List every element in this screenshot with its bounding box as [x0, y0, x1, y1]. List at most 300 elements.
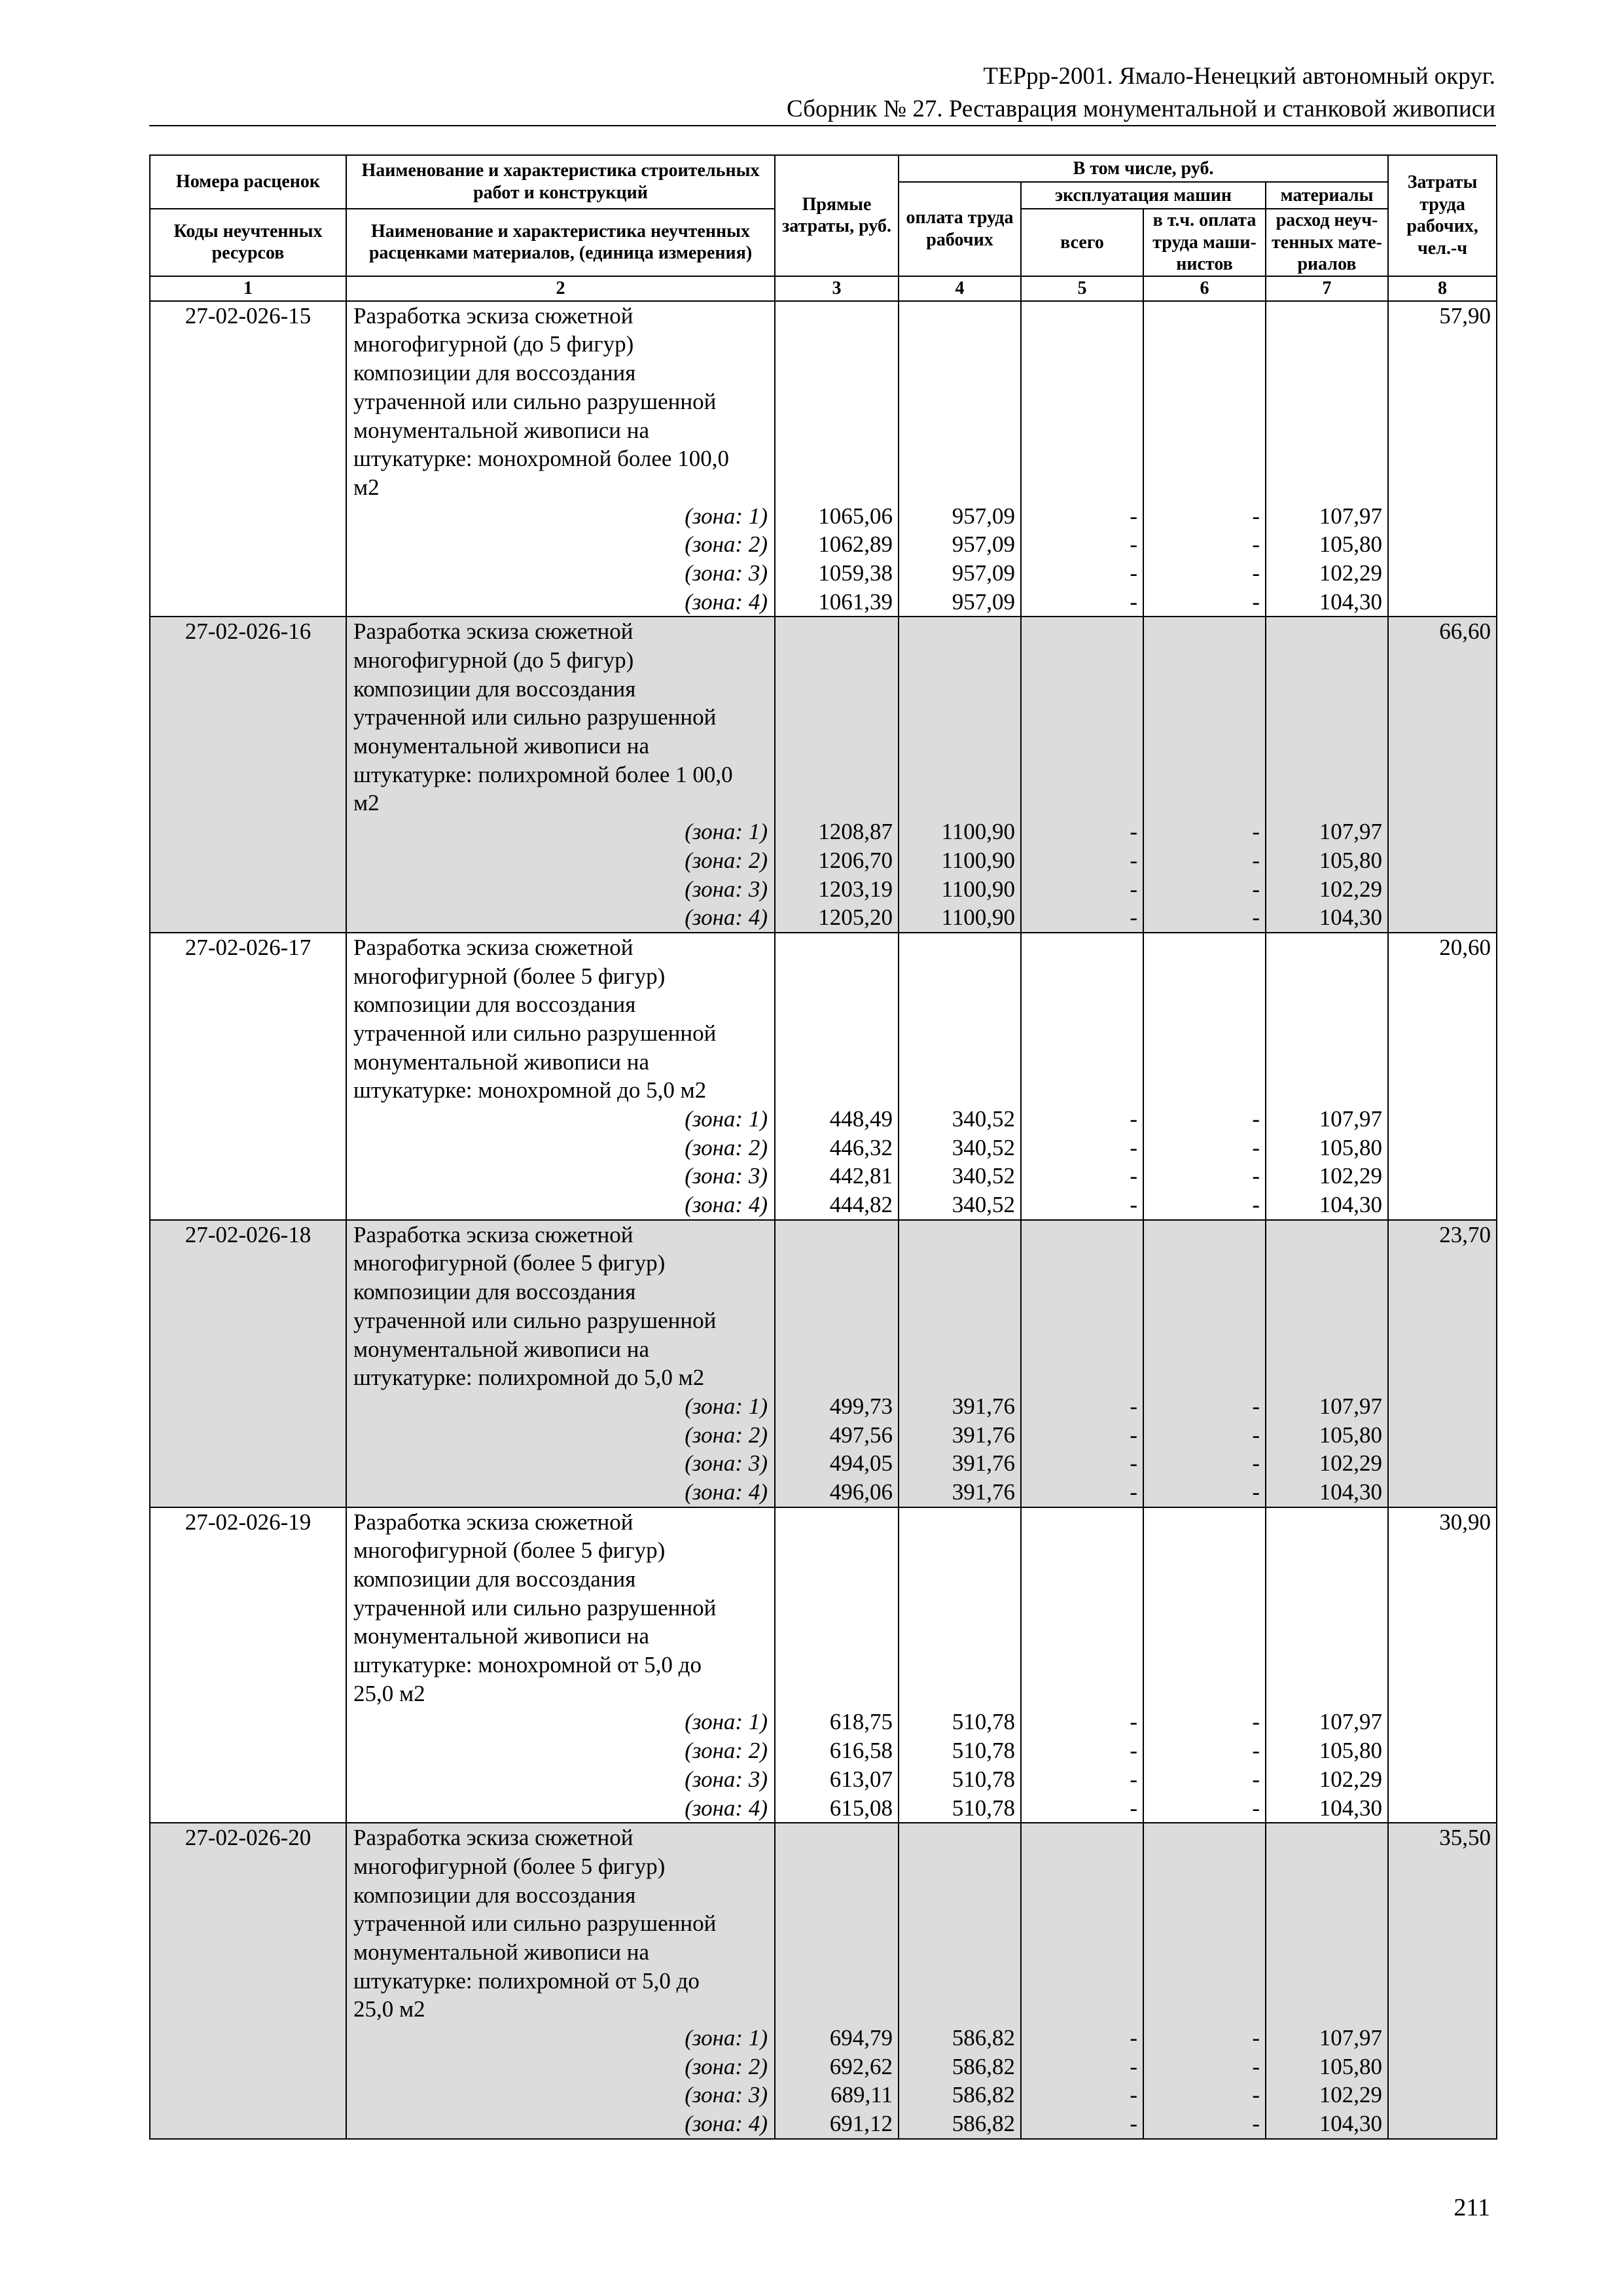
spacer	[776, 416, 893, 445]
direct-cost-cell	[775, 1507, 899, 1823]
machinist-wage-value: -	[1252, 531, 1260, 558]
worker-wage-value: 957,09	[952, 531, 1015, 558]
spacer	[1144, 933, 1260, 962]
spacer	[1144, 1995, 1260, 2024]
spacer	[1144, 962, 1260, 991]
spacer	[1144, 617, 1260, 646]
spacer	[1144, 1938, 1260, 1967]
description-line: утраченной или сильно разрушенной	[353, 1020, 717, 1046]
spacer	[899, 1221, 1015, 1249]
worker-wage-value: 340,52	[952, 1134, 1015, 1160]
worker-wage-value: 1100,90	[941, 876, 1015, 902]
spacer	[1022, 330, 1137, 359]
labor-cost-cell	[1388, 301, 1497, 617]
description-line: штукатурке: полихромной до 5,0 м2	[353, 1365, 705, 1391]
materials-cost-cell	[1266, 1507, 1388, 1823]
machines-total-value: -	[1130, 1422, 1137, 1448]
direct-cost-value: 1208,87	[818, 819, 893, 845]
spacer	[1022, 732, 1137, 761]
spacer	[1022, 1508, 1137, 1537]
worker-wage-value: 586,82	[952, 2111, 1015, 2137]
spacer	[1144, 387, 1260, 416]
spacer	[899, 1048, 1015, 1077]
column-number: 8	[1388, 276, 1497, 301]
spacer	[1144, 1508, 1260, 1537]
machines-total-value: -	[1130, 1450, 1137, 1477]
worker-wage-cell	[899, 1507, 1021, 1823]
spacer	[776, 990, 893, 1019]
machinist-wage-value: -	[1252, 1738, 1260, 1764]
materials-cost-value: 107,97	[1319, 1106, 1383, 1132]
machinist-wage-value: -	[1252, 2053, 1260, 2079]
direct-cost-value: 618,75	[829, 1709, 893, 1735]
spacer	[899, 1363, 1015, 1392]
spacer	[1022, 1823, 1137, 1852]
worker-wage-value: 586,82	[952, 2082, 1015, 2108]
spacer	[1266, 416, 1382, 445]
machines-total-value: -	[1130, 1192, 1137, 1218]
header-including: В том числе, руб.	[899, 155, 1388, 182]
spacer	[1144, 1909, 1260, 1938]
spacer	[1266, 1076, 1382, 1105]
materials-cost-cell	[1266, 301, 1388, 617]
machines-total-value: -	[1130, 2053, 1137, 2079]
direct-cost-value: 1205,20	[818, 905, 893, 931]
materials-cost-cell	[1266, 933, 1388, 1220]
spacer	[776, 1622, 893, 1651]
description-line: 25,0 м2	[353, 1996, 425, 2022]
spacer	[1144, 732, 1260, 761]
description-line: монументальной живописи на	[353, 1336, 649, 1362]
table-row	[150, 301, 1497, 617]
spacer	[776, 962, 893, 991]
machines-total-cell	[1021, 933, 1143, 1220]
direct-cost-value: 691,12	[829, 2111, 893, 2137]
zone-label: (зона: 3)	[685, 1450, 768, 1477]
spacer	[1266, 933, 1382, 962]
spacer	[1022, 703, 1137, 732]
spacer	[1022, 302, 1137, 331]
column-number: 3	[775, 276, 899, 301]
spacer	[899, 675, 1015, 704]
spacer	[1144, 1852, 1260, 1881]
header-unaccounted-materials: Наименование и характеристика неучтенных расценками материалов, (единица измерения)	[346, 209, 775, 276]
machinist-wage-cell	[1143, 617, 1266, 933]
machines-total-value: -	[1130, 1106, 1137, 1132]
spacer	[1266, 703, 1382, 732]
spacer	[1144, 675, 1260, 704]
worker-wage-value: 340,52	[952, 1106, 1015, 1132]
spacer	[776, 761, 893, 789]
worker-wage-value: 340,52	[952, 1192, 1015, 1218]
spacer	[776, 1363, 893, 1392]
direct-cost-value: 1203,19	[818, 876, 893, 902]
spacer	[1266, 1221, 1382, 1249]
spacer	[899, 302, 1015, 331]
spacer	[1266, 444, 1382, 473]
spacer	[899, 1881, 1015, 1910]
spacer	[776, 1565, 893, 1594]
machinist-wage-value: -	[1252, 1795, 1260, 1821]
worker-wage-cell	[899, 1220, 1021, 1507]
zone-label: (зона: 3)	[685, 1163, 768, 1189]
worker-wage-value: 510,78	[952, 1738, 1015, 1764]
header-materials: материалы	[1266, 182, 1388, 209]
machines-total-cell	[1021, 301, 1143, 617]
worker-wage-value: 391,76	[952, 1422, 1015, 1448]
worker-wage-value: 391,76	[952, 1479, 1015, 1505]
direct-cost-value: 499,73	[829, 1393, 893, 1419]
materials-cost-cell	[1266, 617, 1388, 933]
description-line: Разработка эскиза сюжетной	[353, 1221, 633, 1247]
description-line: утраченной или сильно разрушенной	[353, 1307, 717, 1333]
machinist-wage-cell	[1143, 301, 1266, 617]
header-rate-numbers: Номера расценок	[150, 155, 346, 209]
column-number: 2	[346, 276, 775, 301]
column-number: 5	[1021, 276, 1143, 301]
spacer	[1144, 1306, 1260, 1335]
direct-cost-value: 442,81	[829, 1163, 893, 1189]
direct-cost-value: 1059,38	[818, 560, 893, 586]
machines-total-cell	[1021, 1507, 1143, 1823]
rate-code: 27-02-026-16	[150, 617, 346, 933]
spacer	[1144, 1967, 1260, 1996]
spacer	[1144, 1363, 1260, 1392]
spacer	[1266, 1363, 1382, 1392]
worker-wage-value: 510,78	[952, 1766, 1015, 1792]
spacer	[776, 1508, 893, 1537]
direct-cost-value: 446,32	[829, 1134, 893, 1160]
spacer	[776, 1995, 893, 2024]
spacer	[1266, 617, 1382, 646]
direct-cost-value: 692,62	[829, 2053, 893, 2079]
rate-description	[346, 1823, 775, 2139]
description-line: штукатурке: монохромной более 100,0	[353, 446, 729, 472]
spacer	[899, 1249, 1015, 1278]
header-material-consumption: расход неуч-тенных мате-риалов	[1266, 209, 1388, 276]
spacer	[1022, 1249, 1137, 1278]
spacer	[1266, 1508, 1382, 1537]
machines-total-value: -	[1130, 876, 1137, 902]
zone-label: (зона: 1)	[685, 1393, 768, 1419]
spacer	[899, 1508, 1015, 1537]
spacer	[1022, 1967, 1137, 1996]
description-line: Разработка эскиза сюжетной	[353, 619, 633, 645]
spacer	[1266, 1594, 1382, 1623]
machinist-wage-value: -	[1252, 1766, 1260, 1792]
spacer	[1144, 1221, 1260, 1249]
rate-code: 27-02-026-17	[150, 933, 346, 1220]
machinist-wage-value: -	[1252, 847, 1260, 873]
spacer	[1266, 1852, 1382, 1881]
machinist-wage-value: -	[1252, 1422, 1260, 1448]
spacer	[899, 1651, 1015, 1679]
zone-label: (зона: 4)	[685, 905, 768, 931]
materials-cost-value: 107,97	[1319, 1393, 1383, 1419]
zone-label: (зона: 3)	[685, 560, 768, 586]
materials-cost-value: 104,30	[1319, 2111, 1383, 2137]
machinist-wage-cell	[1143, 1220, 1266, 1507]
materials-cost-value: 107,97	[1319, 819, 1383, 845]
spacer	[1266, 761, 1382, 789]
machinist-wage-cell	[1143, 933, 1266, 1220]
spacer	[1266, 387, 1382, 416]
machinist-wage-value: -	[1252, 1106, 1260, 1132]
machinist-wage-value: -	[1252, 1450, 1260, 1477]
description-line: штукатурке: монохромной от 5,0 до	[353, 1652, 702, 1678]
spacer	[1022, 1306, 1137, 1335]
description-line: многофигурной (более 5 фигур)	[353, 1853, 666, 1879]
description-line: композиции для воссоздания	[353, 992, 636, 1018]
description-line: монументальной живописи на	[353, 417, 649, 443]
zone-label: (зона: 4)	[685, 1192, 768, 1218]
labor-cost-value: 57,90	[1439, 302, 1491, 329]
spacer	[776, 1679, 893, 1708]
description-line: многофигурной (до 5 фигур)	[353, 647, 634, 673]
materials-cost-value: 102,29	[1319, 1766, 1383, 1792]
column-number: 1	[150, 276, 346, 301]
rate-code: 27-02-026-19	[150, 1507, 346, 1823]
labor-cost-cell	[1388, 1823, 1497, 2139]
spacer	[1266, 1306, 1382, 1335]
machines-total-value: -	[1130, 531, 1137, 558]
zone-label: (зона: 2)	[685, 847, 768, 873]
spacer	[899, 703, 1015, 732]
spacer	[776, 1881, 893, 1910]
description-line: штукатурке: полихромной от 5,0 до	[353, 1967, 700, 1994]
spacer	[1022, 1335, 1137, 1364]
spacer	[1144, 1594, 1260, 1623]
rates-table	[149, 154, 1497, 2140]
spacer	[1022, 1048, 1137, 1077]
machines-total-value: -	[1130, 1766, 1137, 1792]
spacer	[1022, 1278, 1137, 1306]
materials-cost-value: 104,30	[1319, 588, 1383, 615]
direct-cost-value: 613,07	[829, 1766, 893, 1792]
description-line: Разработка эскиза сюжетной	[353, 1509, 633, 1535]
zone-label: (зона: 3)	[685, 2082, 768, 2108]
direct-cost-value: 1206,70	[818, 847, 893, 873]
header-machinist-wage: в т.ч. оплата труда маши-нистов	[1143, 209, 1266, 276]
direct-cost-value: 497,56	[829, 1422, 893, 1448]
materials-cost-cell	[1266, 1220, 1388, 1507]
zone-label: (зона: 3)	[685, 876, 768, 902]
spacer	[1022, 761, 1137, 789]
spacer	[1266, 1995, 1382, 2024]
header-machine-operation: эксплуатация машин	[1021, 182, 1266, 209]
description-line: монументальной живописи на	[353, 733, 649, 759]
worker-wage-value: 586,82	[952, 2025, 1015, 2051]
spacer	[1022, 416, 1137, 445]
spacer	[1022, 646, 1137, 675]
spacer	[899, 1076, 1015, 1105]
spacer	[1266, 1909, 1382, 1938]
document-title: ТЕРрр-2001. Ямало-Ненецкий автономный округ.	[983, 63, 1495, 90]
machinist-wage-value: -	[1252, 1479, 1260, 1505]
worker-wage-value: 957,09	[952, 588, 1015, 615]
materials-cost-value: 107,97	[1319, 2025, 1383, 2051]
spacer	[1144, 473, 1260, 502]
labor-cost-cell	[1388, 617, 1497, 933]
spacer	[899, 962, 1015, 991]
machinist-wage-value: -	[1252, 588, 1260, 615]
spacer	[1022, 1909, 1137, 1938]
materials-cost-value: 102,29	[1319, 2082, 1383, 2108]
column-number: 4	[899, 276, 1021, 301]
spacer	[899, 1967, 1015, 1996]
spacer	[899, 646, 1015, 675]
spacer	[1144, 1679, 1260, 1708]
column-number: 6	[1143, 276, 1266, 301]
spacer	[1144, 1881, 1260, 1910]
direct-cost-value: 694,79	[829, 2025, 893, 2051]
spacer	[1144, 1622, 1260, 1651]
table-row	[150, 1823, 1497, 2139]
spacer	[776, 302, 893, 331]
spacer	[776, 1852, 893, 1881]
description-line: м2	[353, 790, 380, 816]
spacer	[1144, 789, 1260, 817]
spacer	[1266, 732, 1382, 761]
materials-cost-value: 104,30	[1319, 1192, 1383, 1218]
spacer	[899, 1335, 1015, 1364]
spacer	[1266, 359, 1382, 387]
spacer	[1144, 330, 1260, 359]
spacer	[899, 990, 1015, 1019]
spacer	[899, 1852, 1015, 1881]
description-line: композиции для воссоздания	[353, 675, 636, 702]
description-line: монументальной живописи на	[353, 1049, 649, 1075]
machines-total-value: -	[1130, 847, 1137, 873]
rate-description	[346, 617, 775, 933]
materials-cost-value: 105,80	[1319, 2053, 1383, 2079]
spacer	[1144, 359, 1260, 387]
direct-cost-value: 448,49	[829, 1106, 893, 1132]
table-row	[150, 617, 1497, 933]
spacer	[776, 1651, 893, 1679]
machines-total-value: -	[1130, 2111, 1137, 2137]
spacer	[776, 330, 893, 359]
spacer	[1266, 990, 1382, 1019]
spacer	[1022, 1221, 1137, 1249]
spacer	[1022, 1622, 1137, 1651]
worker-wage-value: 391,76	[952, 1393, 1015, 1419]
machinist-wage-value: -	[1252, 2025, 1260, 2051]
spacer	[1144, 1278, 1260, 1306]
spacer	[899, 1565, 1015, 1594]
spacer	[899, 473, 1015, 502]
spacer	[899, 617, 1015, 646]
spacer	[1022, 1679, 1137, 1708]
header-work-name: Наименование и характеристика строительных работ и конструкций	[346, 155, 775, 209]
spacer	[1022, 1651, 1137, 1679]
spacer	[1144, 1823, 1260, 1852]
spacer	[899, 732, 1015, 761]
direct-cost-cell	[775, 1220, 899, 1507]
spacer	[899, 1995, 1015, 2024]
table-row	[150, 933, 1497, 1220]
header-worker-wage: оплата труда рабочих	[899, 182, 1021, 276]
direct-cost-cell	[775, 1823, 899, 2139]
spacer	[776, 473, 893, 502]
worker-wage-value: 340,52	[952, 1163, 1015, 1189]
table-head	[150, 155, 1497, 301]
spacer	[1144, 1651, 1260, 1679]
materials-cost-value: 102,29	[1319, 1163, 1383, 1189]
table-body	[150, 301, 1497, 2139]
collection-title: Сборник № 27. Реставрация монументальной и станковой живописи	[786, 96, 1495, 122]
description-line: штукатурке: полихромной более 1 00,0	[353, 761, 733, 787]
spacer	[1266, 1967, 1382, 1996]
machinist-wage-value: -	[1252, 819, 1260, 845]
materials-cost-value: 104,30	[1319, 1479, 1383, 1505]
worker-wage-value: 957,09	[952, 560, 1015, 586]
zone-label: (зона: 4)	[685, 1479, 768, 1505]
spacer	[899, 1278, 1015, 1306]
spacer	[1266, 1278, 1382, 1306]
spacer	[776, 1048, 893, 1077]
direct-cost-value: 1065,06	[818, 503, 893, 529]
spacer	[899, 1536, 1015, 1565]
spacer	[1144, 1076, 1260, 1105]
worker-wage-cell	[899, 301, 1021, 617]
spacer	[899, 761, 1015, 789]
labor-cost-value: 20,60	[1439, 934, 1491, 960]
zone-label: (зона: 3)	[685, 1766, 768, 1792]
machines-total-value: -	[1130, 2025, 1137, 2051]
spacer	[776, 1249, 893, 1278]
direct-cost-value: 689,11	[830, 2082, 893, 2108]
direct-cost-cell	[775, 933, 899, 1220]
spacer	[1144, 444, 1260, 473]
labor-cost-value: 66,60	[1439, 619, 1491, 645]
spacer	[1266, 646, 1382, 675]
machinist-wage-value: -	[1252, 1709, 1260, 1735]
machines-total-cell	[1021, 1823, 1143, 2139]
rate-code: 27-02-026-20	[150, 1823, 346, 2139]
column-number: 7	[1266, 276, 1388, 301]
rate-description	[346, 1220, 775, 1507]
spacer	[1022, 359, 1137, 387]
spacer	[1144, 1335, 1260, 1364]
spacer	[776, 1823, 893, 1852]
machinist-wage-value: -	[1252, 1393, 1260, 1419]
spacer	[1022, 933, 1137, 962]
spacer	[776, 1306, 893, 1335]
spacer	[899, 933, 1015, 962]
spacer	[1266, 1651, 1382, 1679]
zone-label: (зона: 2)	[685, 1738, 768, 1764]
spacer	[1022, 1565, 1137, 1594]
spacer	[1266, 1881, 1382, 1910]
spacer	[1144, 646, 1260, 675]
spacer	[1266, 1823, 1382, 1852]
spacer	[1022, 1938, 1137, 1967]
materials-cost-value: 107,97	[1319, 503, 1383, 529]
spacer	[1266, 1335, 1382, 1364]
rate-code: 27-02-026-18	[150, 1220, 346, 1507]
spacer	[1144, 1536, 1260, 1565]
machinist-wage-value: -	[1252, 1163, 1260, 1189]
spacer	[1022, 1594, 1137, 1623]
spacer	[1022, 473, 1137, 502]
direct-cost-value: 496,06	[829, 1479, 893, 1505]
machines-total-value: -	[1130, 1163, 1137, 1189]
spacer	[899, 387, 1015, 416]
labor-cost-cell	[1388, 933, 1497, 1220]
zone-label: (зона: 2)	[685, 2053, 768, 2079]
machinist-wage-value: -	[1252, 1134, 1260, 1160]
